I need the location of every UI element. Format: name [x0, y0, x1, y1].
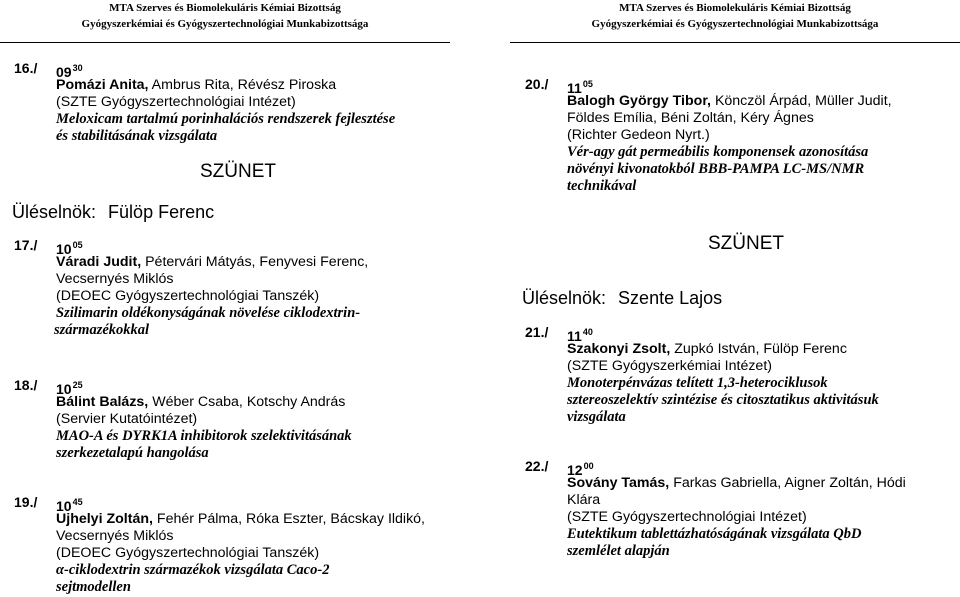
talk-title-line: származékokkal — [54, 322, 150, 338]
talk-affiliation: (Richter Gedeon Nyrt.) — [567, 127, 710, 143]
talk-title-line: α-ciklodextrin származékok vizsgálata Caco-2 — [56, 562, 330, 578]
talk-title-line: Vér-agy gát permeábilis komponensek azonosítása — [567, 144, 869, 160]
break-label: SZÜNET — [200, 161, 276, 182]
break-label: SZÜNET — [708, 233, 784, 254]
talk-authors: Szakonyi Zsolt, Zupkó István, Fülöp Ferenc — [567, 341, 847, 357]
header-committee: MTA Szerves és Biomolekuláris Kémiai Bizottság — [619, 2, 851, 14]
header-subcommittee: Gyógyszerkémiai és Gyógyszertechnológiai Munkabizottsága — [591, 18, 879, 30]
talk-body — [567, 341, 879, 426]
talk-time: $10^{25}$ — [56, 380, 83, 397]
talk-time: $10^{05}$ — [56, 240, 83, 257]
session-chair: Üléselnök: Fülöp Ferenc — [12, 202, 215, 222]
talk-affiliation: (SZTE Gyógyszertechnológiai Intézet) — [56, 94, 296, 110]
header-divider-right — [510, 42, 960, 43]
talk-time: $12^{00}$ — [567, 461, 594, 478]
talk-time: $10^{45}$ — [56, 497, 83, 514]
talk-authors-cont: Vecsernyés Miklós — [56, 271, 174, 287]
right-page-header — [510, 0, 960, 32]
talk-affiliation: (SZTE Gyógyszerkémiai Intézet) — [567, 358, 772, 374]
talk-affiliation: (DEOEC Gyógyszertechnológiai Tanszék) — [56, 288, 320, 304]
talk-authors: Pomázi Anita, Ambrus Rita, Révész Piroska — [56, 77, 337, 93]
header-committee: MTA Szerves és Biomolekuláris Kémiai Bizottság — [109, 2, 341, 14]
talk-affiliation: (DEOEC Gyógyszertechnológiai Tanszék) — [56, 545, 320, 561]
talk-number: 17./ — [14, 237, 38, 253]
talk-affiliation: (Servier Kutatóintézet) — [56, 411, 198, 427]
talk-title-line: Meloxicam tartalmú porinhalációs rendszerek fejlesztése — [56, 111, 396, 127]
talk-body — [56, 511, 425, 596]
talk-title-line: vizsgálata — [567, 409, 626, 425]
talk-authors: Bálint Balázs, Wéber Csaba, Kotschy András — [56, 394, 346, 410]
talk-title-line: technikával — [567, 178, 637, 194]
talk-body — [56, 254, 368, 339]
talk-time: $11^{40}$ — [567, 327, 593, 344]
talk-affiliation: (SZTE Gyógyszertechnológiai Intézet) — [567, 509, 807, 525]
talk-number: 22./ — [525, 458, 549, 474]
left-page-header — [0, 0, 450, 32]
talk-body — [567, 475, 906, 560]
talk-title-line: Szilimarin oldékonyságának növelése ciklodextrin- — [56, 305, 361, 321]
talk-authors-cont: Klára — [567, 492, 601, 508]
talk-number: 19./ — [14, 494, 38, 510]
talk-body — [56, 77, 395, 145]
talk-time: $09^{30}$ — [56, 63, 83, 80]
talk-title-line: szemlélet alapján — [567, 543, 670, 559]
talk-title-line: növényi kivonatokból BBB-PAMPA LC-MS/NMR — [567, 161, 865, 177]
talk-body — [567, 93, 892, 195]
talk-number: 21./ — [525, 324, 549, 340]
talk-title-line: Eutektikum tablettázhatóságának vizsgálata QbD — [567, 526, 862, 542]
talk-number: 18./ — [14, 377, 38, 393]
talk-title-line: MAO-A és DYRK1A inhibitorok szelektivitásának — [56, 428, 352, 444]
talk-authors: Balogh György Tibor, Könczöl Árpád, Müller Judit, — [567, 93, 892, 109]
header-subcommittee: Gyógyszerkémiai és Gyógyszertechnológiai Munkabizottsága — [81, 18, 369, 30]
session-chair: Üléselnök: Szente Lajos — [522, 288, 723, 308]
talk-time: $11^{05}$ — [567, 79, 593, 96]
talk-number: 20./ — [525, 76, 549, 92]
talk-title-line: szerkezetalapú hangolása — [56, 445, 209, 461]
talk-title-line: sztereoszelektív szintézise és citosztatikus aktivitásuk — [567, 392, 879, 408]
talk-title-line: Monoterpénvázas telített 1,3-heterociklusok — [567, 375, 828, 391]
talk-authors: Váradi Judit, Pétervári Mátyás, Fenyvesi Ferenc, — [56, 254, 369, 270]
talk-title-line: sejtmodellen — [56, 579, 131, 595]
talk-authors: Ujhelyi Zoltán, Fehér Pálma, Róka Eszter, Bácskay Ildikó, — [56, 511, 426, 527]
talk-title-line: és stabilitásának vizsgálata — [56, 128, 218, 144]
talk-authors-cont: Vecsernyés Miklós — [56, 528, 174, 544]
talk-authors-cont: Földes Emília, Béni Zoltán, Kéry Ágnes — [567, 110, 814, 126]
talk-number: 16./ — [14, 60, 38, 76]
talk-body — [56, 394, 352, 462]
header-divider-left — [0, 42, 450, 43]
talk-authors: Sovány Tamás, Farkas Gabriella, Aigner Zoltán, Hódi — [567, 475, 906, 491]
